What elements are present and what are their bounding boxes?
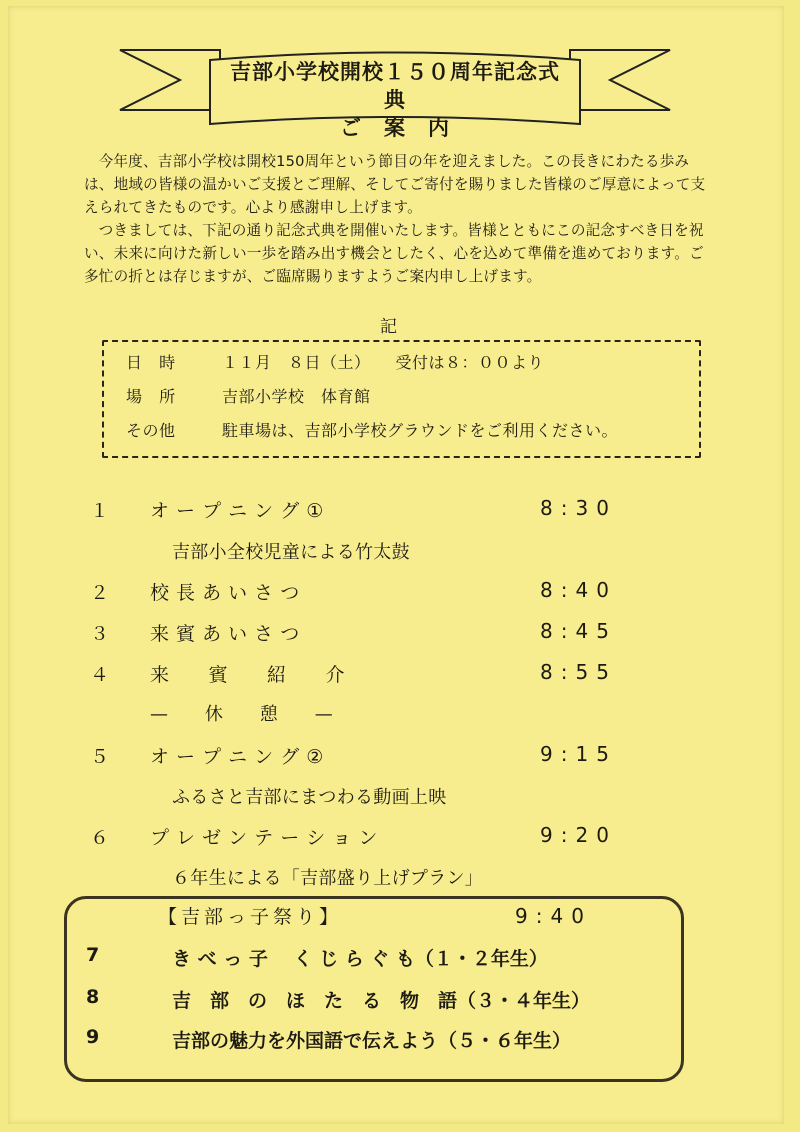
program-title: 校 長 あ い さ つ [150, 582, 300, 604]
program-num: ２ [90, 582, 110, 604]
program-sub: ふるさと吉部にまつわる動画上映 [172, 787, 447, 808]
intro-text [84, 150, 714, 288]
festival-item-num: 7 [86, 944, 100, 966]
program-time: 9:20 [540, 823, 617, 847]
other-label: その他 [126, 421, 176, 440]
program-num: ５ [90, 746, 110, 768]
date-label: 日 時 [126, 353, 182, 372]
program-time: 8:30 [540, 496, 617, 520]
program-num: ３ [90, 623, 110, 645]
program-title: 来 賓 あ い さ つ [150, 623, 300, 645]
info-place-row [126, 384, 371, 407]
program-num: １ [90, 500, 110, 522]
info-box [102, 340, 701, 458]
break-label: — 休 憩 — [150, 704, 333, 725]
banner-title [220, 58, 570, 142]
date-value: １１月 ８日（土） 受付は８：００より [222, 353, 545, 372]
program-num: ４ [90, 664, 110, 686]
info-date-row [126, 350, 544, 373]
program-time: 8:45 [540, 619, 617, 643]
festival-item-num: 9 [86, 1026, 100, 1048]
title-banner [110, 40, 680, 140]
program-time: 9:15 [540, 742, 617, 766]
festival-item-num: 8 [86, 986, 100, 1008]
intro-paragraph-1: 今年度、吉部小学校は開校150周年という節目の年を迎えました。この長きにわたる歩みは、地域の皆様の温かいご支援とご理解、そしてご寄付を賜りました皆様のご厚意によって支えられてきたものです。心より感謝申し上げます。 [84, 153, 706, 216]
program-sub: 吉部小全校児童による竹太鼓 [172, 542, 410, 563]
intro-paragraph-2: つきましては、下記の通り記念式典を開催いたします。皆様とともにこの記念すべき日を祝い、未来に向けた新しい一歩を踏み出す機会としたく、心を込めて準備を進めております。ご多忙の折とは存じますが、ご臨席賜りますようご案内申し上げます。 [84, 222, 704, 285]
banner-line2: ご 案 内 [340, 116, 450, 140]
program-title: 来 賓 紹 介 [150, 664, 346, 686]
festival-heading: 【吉部っ子祭り】 [158, 906, 343, 928]
festival-time: 9:40 [515, 904, 592, 928]
program-num: ６ [90, 827, 110, 849]
festival-item-title: き べ っ 子 く じ ら ぐ も（１・２年生） [172, 948, 548, 970]
other-value: 駐車場は、吉部小学校グラウンドをご利用ください。 [222, 421, 619, 440]
place-value: 吉部小学校 体育館 [222, 387, 371, 406]
program-title: プ レ ゼ ン テ ー シ ョ ン [150, 827, 378, 849]
info-other-row [126, 418, 618, 441]
place-label: 場 所 [126, 387, 182, 406]
festival-item-title: 吉部の魅力を外国語で伝えよう（５・６年生） [172, 1030, 572, 1052]
program-sub: ６年生による「吉部盛り上げプラン」 [172, 868, 484, 889]
ki-heading: 記 [380, 317, 397, 337]
program-time: 8:55 [540, 660, 617, 684]
festival-item-title: 吉 部 の ほ た る 物 語（３・４年生） [172, 990, 591, 1012]
program-time: 8:40 [540, 578, 617, 602]
program-title: オ ー プ ニ ン グ ② [150, 746, 324, 768]
banner-line1: 吉部小学校開校１５０周年記念式典 [230, 60, 560, 112]
program-title: オ ー プ ニ ン グ ① [150, 500, 324, 522]
